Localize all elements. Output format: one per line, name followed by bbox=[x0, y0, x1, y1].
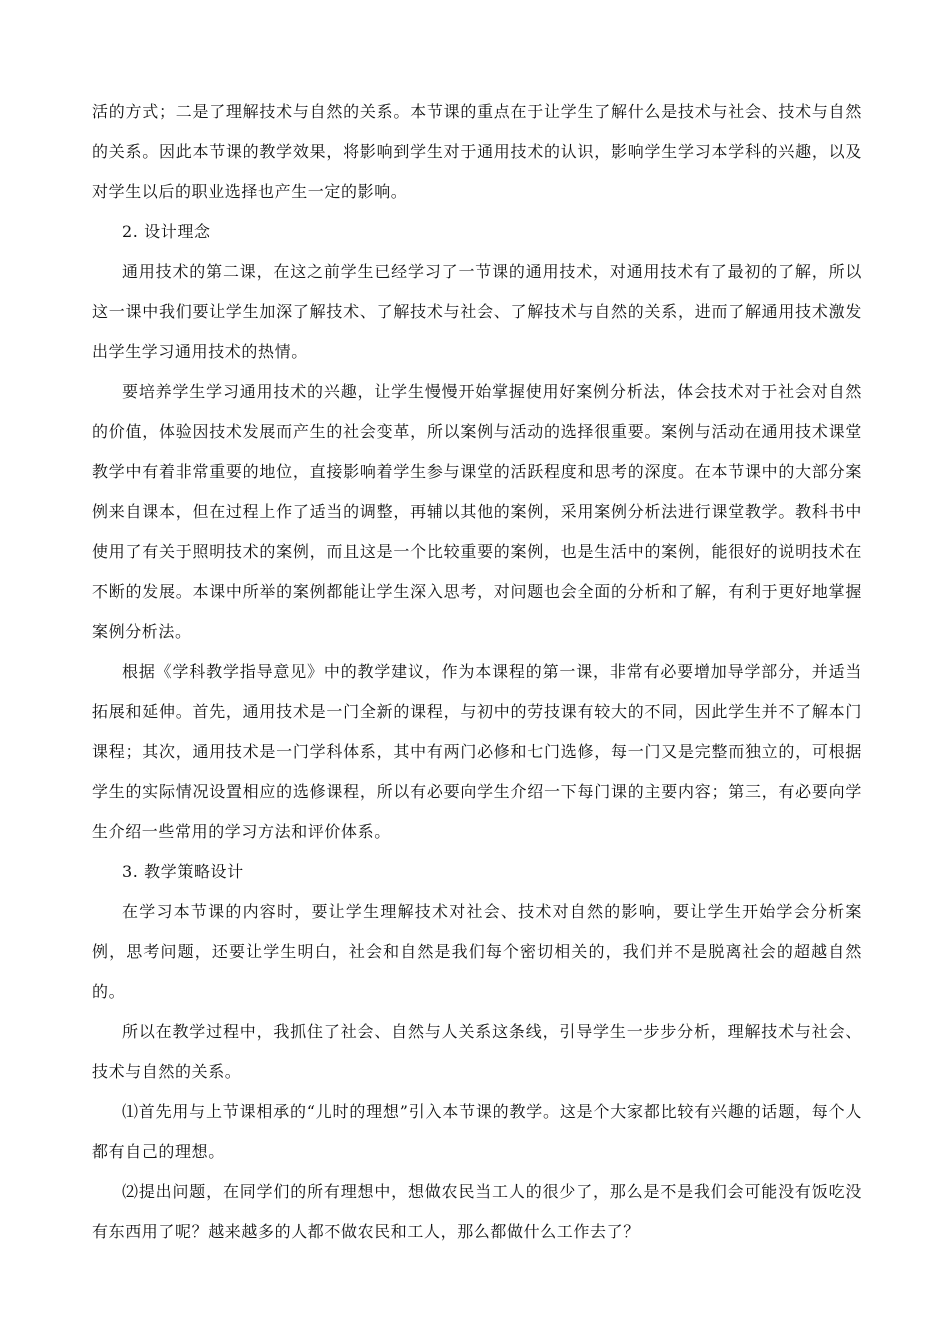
document-body bbox=[92, 92, 862, 1252]
paragraph: ⑴首先用与上节课相承的“儿时的理想”引入本节课的教学。这是个大家都比较有兴趣的话题，每个人都有自己的理想。 bbox=[92, 1102, 862, 1161]
paragraph: 根据《学科教学指导意见》中的教学建议，作为本课程的第一课，非常有必要增加导学部分，并适当拓展和延伸。首先，通用技术是一门全新的课程，与初中的劳技课有较大的不同，因此学生并不了解本门课程；其次，通用技术是一门学科体系，其中有两门必修和七门选修，每一门又是完整而独立的，可根据学生的实际情况设置相应的选修课程，所以有必要向学生介绍一下每门课的主要内容；第三，有必要向学生介绍一些常用的学习方法和评价体系。 bbox=[92, 662, 862, 841]
paragraph: 要培养学生学习通用技术的兴趣，让学生慢慢开始掌握使用好案例分析法，体会技术对于社会对自然的价值，体验因技术发展而产生的社会变革，所以案例与活动的选择很重要。案例与活动在通用技术课堂教学中有着非常重要的地位，直接影响着学生参与课堂的活跃程度和思考的深度。在本节课中的大部分案例来自课本，但在过程上作了适当的调整，再辅以其他的案例，采用案例分析法进行课堂教学。教科书中使用了有关于照明技术的案例，而且这是一个比较重要的案例，也是生活中的案例，能很好的说明技术在不断的发展。本课中所举的案例都能让学生深入思考，对问题也会全面的分析和了解，有利于更好地掌握案例分析法。 bbox=[92, 382, 862, 641]
section-heading-teaching-strategy: 3. 教学策略设计 bbox=[122, 862, 244, 881]
paragraph: ⑵提出问题，在同学们的所有理想中，想做农民当工人的很少了，那么是不是我们会可能没有饭吃没有东西用了呢？越来越多的人都不做农民和工人，那么都做什么工作去了？ bbox=[92, 1182, 862, 1241]
paragraph-continuation: 活的方式；二是了理解技术与自然的关系。本节课的重点在于让学生了解什么是技术与社会、技术与自然的关系。因此本节课的教学效果，将影响到学生对于通用技术的认识，影响学生学习本学科的兴趣，以及对学生以后的职业选择也产生一定的影响。 bbox=[92, 102, 862, 201]
paragraph: 通用技术的第二课，在这之前学生已经学习了一节课的通用技术，对通用技术有了最初的了解，所以这一课中我们要让学生加深了解技术、了解技术与社会、了解技术与自然的关系，进而了解通用技术激发出学生学习通用技术的热情。 bbox=[92, 262, 862, 361]
paragraph: 在学习本节课的内容时，要让学生理解技术对社会、技术对自然的影响，要让学生开始学会分析案例，思考问题，还要让学生明白，社会和自然是我们每个密切相关的，我们并不是脱离社会的超越自然的。 bbox=[92, 902, 862, 1001]
paragraph: 所以在教学过程中，我抓住了社会、自然与人关系这条线，引导学生一步步分析，理解技术与社会、技术与自然的关系。 bbox=[92, 1022, 862, 1081]
section-heading-design-concept: 2. 设计理念 bbox=[122, 222, 211, 241]
